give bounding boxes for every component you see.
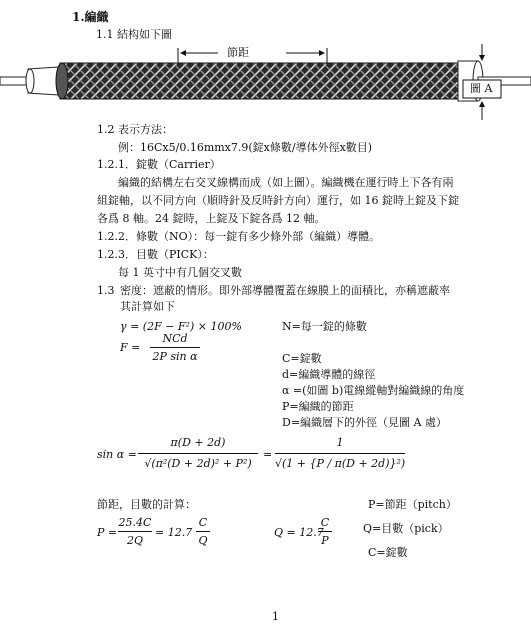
page-number: 1 (272, 610, 279, 623)
equation-q-lhs: Q = 12.7 (274, 526, 324, 539)
s121-body-line-3: 各爲 8 軸。24 錠時，上錠及下錠各爲 12 軸。 (97, 212, 326, 225)
section-1-3-title: 密度：遮蔽的情形。即外部導體覆蓋在線膜上的面積比，亦稱遮蔽率 (120, 284, 450, 297)
definition-pick: Q=目數（pick） (363, 522, 449, 535)
definition-carrier: C=錠數 (368, 546, 408, 559)
section-1-2-2-title: 1.2.2．條數（NO）：每一錠有多少條外部（編織）導體。 (97, 230, 381, 243)
equation-f-numerator: NCd (162, 332, 188, 345)
circle-a-label: 圖 A (470, 82, 493, 95)
equation-f-denominator: 2P sin α (152, 350, 198, 363)
braided-cable-diagram (0, 40, 531, 130)
braid-layer (60, 63, 460, 99)
equation-sin-bar (138, 453, 258, 454)
equation-sin-lhs: sin α = (97, 448, 137, 461)
equation-q-numerator: C (320, 516, 330, 529)
s121-body-line-1: 編織的結構左右交叉線構而成（如上圖）。編織機在運行時上下各有兩 (118, 176, 454, 189)
equation-sin-rhs-numerator: 1 (336, 436, 344, 449)
section-heading: 1.編織 (72, 10, 109, 24)
equation-p-frac-denominator: Q (198, 534, 208, 547)
definition-p: P=編織的節距 (282, 400, 354, 413)
equation-f-lhs: F = (120, 341, 141, 354)
section-1-2-3-title: 1.2.3．目數（PICK）： (97, 248, 214, 261)
pitch-calc-title: 節距，目數的計算： (97, 498, 196, 511)
definition-n: N=每一錠的條數 (282, 320, 367, 333)
equation-f-bar (150, 347, 200, 348)
definition-alpha: α =(如圖 b)電線縱軸對編織線的角度 (282, 384, 465, 397)
equation-p-frac-bar (196, 531, 210, 532)
example-line: 例：16Cx5/0.16mmx7.9(錠x條數/導体外徑x數目) (118, 141, 373, 154)
equation-sin-denominator: √(π²(D + 2d)² + P²) (144, 457, 252, 470)
definition-c: C=錠數 (282, 352, 322, 365)
equation-q-bar (318, 531, 332, 532)
equation-gamma: γ = (2F − F²) × 100% (120, 320, 242, 333)
section-1-3-number: 1.3 (97, 284, 115, 297)
s121-body-line-2: 組錠軸，以不同方向（順時針及反時針方向）運行，如 16 錠時上錠及下錠 (97, 194, 459, 207)
section-1-2-1-title: 1.2.1．錠數（Carrier） (97, 158, 221, 171)
section-1-2-title: 1.2 表示方法： (97, 123, 173, 136)
equation-p-numerator: 25.4C (118, 516, 152, 529)
equation-p-mid: = 12.7 (155, 526, 193, 539)
s123-body: 每 1 英寸中有几個交叉數 (118, 266, 242, 279)
equation-sin-rhs-denominator: √(1 + {P / π(D + 2d)}²) (275, 457, 406, 470)
definition-d-outer: D=編織層下的外徑（見圖 A 處） (282, 416, 447, 429)
equation-p-frac-numerator: C (198, 516, 208, 529)
pitch-label: 節距 (227, 46, 249, 59)
section-1-1-title: 1.1 結构如下圖 (96, 28, 172, 41)
equation-p-bar (118, 531, 152, 532)
definition-pitch: P=節距（pitch） (368, 498, 457, 511)
equation-p-lhs: P = (97, 526, 118, 539)
equation-sin-rhs-bar (275, 453, 405, 454)
equation-sin-numerator: π(D + 2d) (170, 436, 226, 449)
definition-d: d=編織導體的線徑 (282, 368, 376, 381)
section-1-3-title-2: 其計算如下 (120, 300, 175, 313)
equation-p-denominator: 2Q (126, 534, 144, 547)
equation-q-denominator: P (321, 534, 329, 547)
